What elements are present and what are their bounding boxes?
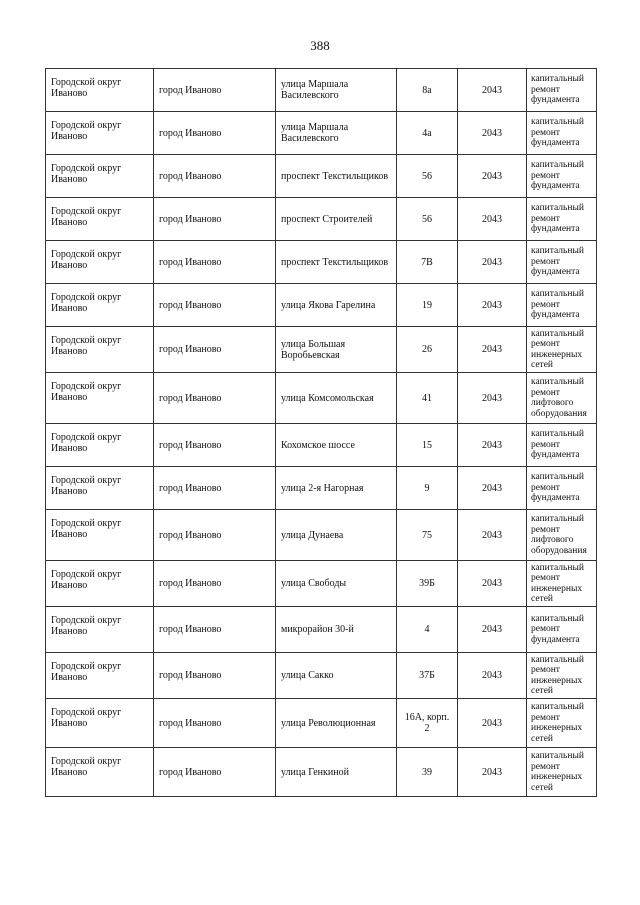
table-row [46,699,597,748]
year-cell: 2043 [458,155,527,198]
table-row [46,748,597,797]
district-cell: Городской округ Иваново [46,699,154,748]
city-cell: город Иваново [154,467,276,510]
table-row [46,155,597,198]
street-cell: улица Маршала Василевского [276,112,397,155]
table-body [46,69,597,797]
district-cell: Городской округ Иваново [46,327,154,373]
street-cell: микрорайон 30-й [276,607,397,653]
district-cell: Городской округ Иваново [46,653,154,699]
year-cell: 2043 [458,653,527,699]
city-cell: город Иваново [154,424,276,467]
street-cell: проспект Строителей [276,198,397,241]
table-row [46,510,597,561]
street-cell: улица Маршала Василевского [276,69,397,112]
year-cell: 2043 [458,284,527,327]
year-cell: 2043 [458,112,527,155]
street-cell: улица Революционная [276,699,397,748]
table-row [46,424,597,467]
work-type-cell: капитальный ремонт фундамента [527,284,597,327]
house-number-cell: 75 [397,510,458,561]
house-number-cell: 56 [397,198,458,241]
work-type-cell: капитальный ремонт фундамента [527,467,597,510]
district-cell: Городской округ Иваново [46,112,154,155]
work-type-cell: капитальный ремонт фундамента [527,424,597,467]
house-number-cell: 39 [397,748,458,797]
table-row [46,69,597,112]
work-type-cell: капитальный ремонт инженерных сетей [527,699,597,748]
table-row [46,241,597,284]
house-number-cell: 16А, корп. 2 [397,699,458,748]
district-cell: Городской округ Иваново [46,198,154,241]
work-type-cell: капитальный ремонт фундамента [527,155,597,198]
table-row [46,467,597,510]
house-number-cell: 56 [397,155,458,198]
work-type-cell: капитальный ремонт инженерных сетей [527,327,597,373]
work-type-cell: капитальный ремонт лифтового оборудования [527,373,597,424]
year-cell: 2043 [458,467,527,510]
year-cell: 2043 [458,241,527,284]
page-number: 388 [310,38,330,53]
work-type-cell: капитальный ремонт фундамента [527,112,597,155]
city-cell: город Иваново [154,241,276,284]
city-cell: город Иваново [154,198,276,241]
year-cell: 2043 [458,699,527,748]
table-row [46,373,597,424]
house-number-cell: 41 [397,373,458,424]
district-cell: Городской округ Иваново [46,510,154,561]
district-cell: Городской округ Иваново [46,561,154,607]
city-cell: город Иваново [154,155,276,198]
house-number-cell: 8а [397,69,458,112]
house-number-cell: 26 [397,327,458,373]
house-number-cell: 15 [397,424,458,467]
street-cell: проспект Текстильщиков [276,155,397,198]
district-cell: Городской округ Иваново [46,467,154,510]
year-cell: 2043 [458,607,527,653]
house-number-cell: 7В [397,241,458,284]
street-cell: улица Большая Воробьевская [276,327,397,373]
year-cell: 2043 [458,373,527,424]
city-cell: город Иваново [154,327,276,373]
district-cell: Городской округ Иваново [46,607,154,653]
table-row [46,198,597,241]
year-cell: 2043 [458,561,527,607]
district-cell: Городской округ Иваново [46,748,154,797]
house-number-cell: 19 [397,284,458,327]
work-type-cell: капитальный ремонт инженерных сетей [527,561,597,607]
street-cell: улица Якова Гарелина [276,284,397,327]
district-cell: Городской округ Иваново [46,69,154,112]
city-cell: город Иваново [154,653,276,699]
district-cell: Городской округ Иваново [46,373,154,424]
year-cell: 2043 [458,69,527,112]
district-cell: Городской округ Иваново [46,284,154,327]
street-cell: Кохомское шоссе [276,424,397,467]
work-type-cell: капитальный ремонт инженерных сетей [527,748,597,797]
work-type-cell: капитальный ремонт фундамента [527,607,597,653]
work-type-cell: капитальный ремонт фундамента [527,198,597,241]
street-cell: улица 2-я Нагорная [276,467,397,510]
city-cell: город Иваново [154,112,276,155]
house-number-cell: 9 [397,467,458,510]
house-number-cell: 4а [397,112,458,155]
street-cell: проспект Текстильщиков [276,241,397,284]
street-cell: улица Генкиной [276,748,397,797]
table-row [46,653,597,699]
city-cell: город Иваново [154,607,276,653]
city-cell: город Иваново [154,748,276,797]
house-number-cell: 39Б [397,561,458,607]
city-cell: город Иваново [154,373,276,424]
city-cell: город Иваново [154,561,276,607]
district-cell: Городской округ Иваново [46,424,154,467]
year-cell: 2043 [458,748,527,797]
city-cell: город Иваново [154,69,276,112]
street-cell: улица Сакко [276,653,397,699]
year-cell: 2043 [458,510,527,561]
year-cell: 2043 [458,327,527,373]
work-type-cell: капитальный ремонт лифтового оборудования [527,510,597,561]
table-row [46,284,597,327]
housing-repair-table [45,68,597,797]
street-cell: улица Дунаева [276,510,397,561]
district-cell: Городской округ Иваново [46,155,154,198]
year-cell: 2043 [458,198,527,241]
year-cell: 2043 [458,424,527,467]
work-type-cell: капитальный ремонт инженерных сетей [527,653,597,699]
work-type-cell: капитальный ремонт фундамента [527,241,597,284]
table-row [46,561,597,607]
district-cell: Городской округ Иваново [46,241,154,284]
city-cell: город Иваново [154,699,276,748]
city-cell: город Иваново [154,510,276,561]
house-number-cell: 37Б [397,653,458,699]
street-cell: улица Комсомольская [276,373,397,424]
house-number-cell: 4 [397,607,458,653]
table-row [46,112,597,155]
street-cell: улица Свободы [276,561,397,607]
work-type-cell: капитальный ремонт фундамента [527,69,597,112]
city-cell: город Иваново [154,284,276,327]
table-row [46,327,597,373]
table-row [46,607,597,653]
